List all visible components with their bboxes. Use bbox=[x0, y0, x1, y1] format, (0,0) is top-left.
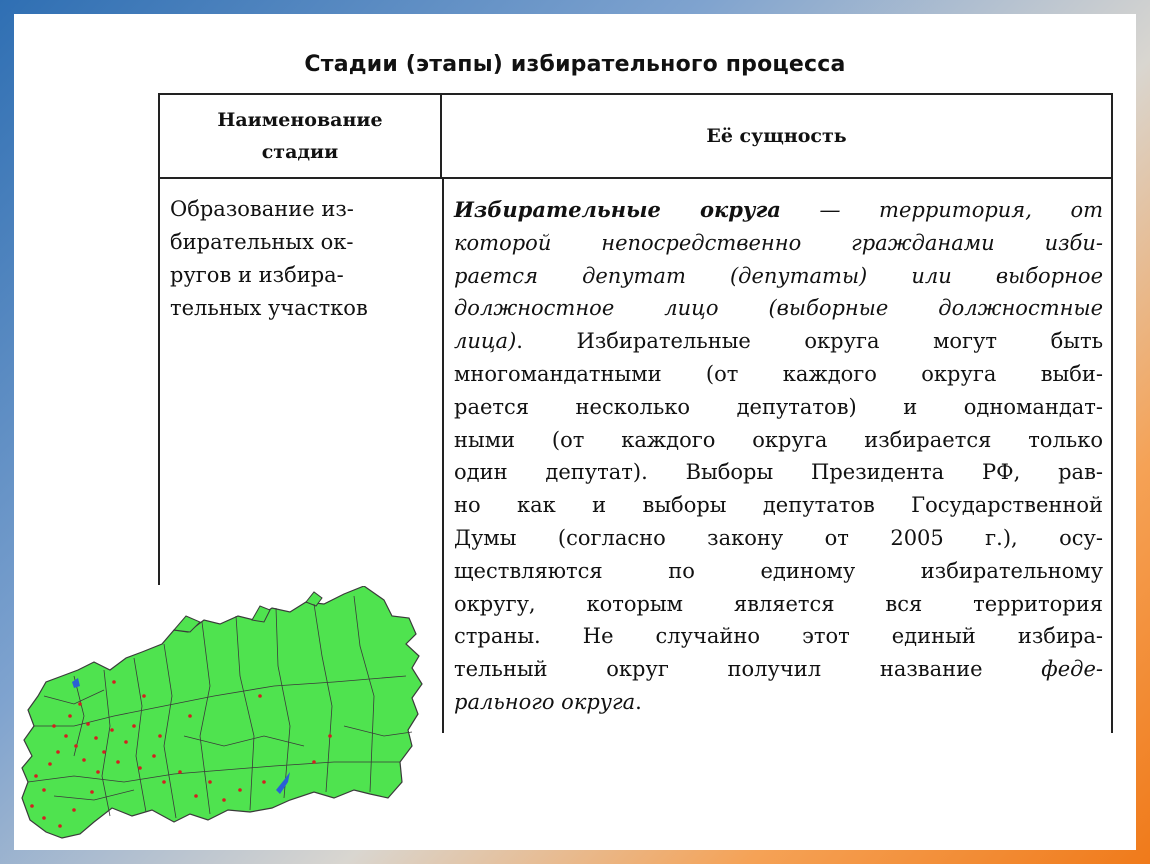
header-essence: Её сущность bbox=[442, 93, 1113, 179]
essence-line: один депутат). Выборы Президента РФ, рав- bbox=[454, 460, 1103, 485]
slide bbox=[14, 14, 1136, 850]
russia-map-illustration bbox=[14, 586, 434, 850]
essence-line: ными (от каждого округа избирается только bbox=[454, 427, 1103, 452]
header-stage-name-line1: Наименование bbox=[217, 109, 383, 131]
header-stage-name-line2: стадии bbox=[261, 141, 339, 163]
table-right-border bbox=[1111, 179, 1113, 733]
essence-line: многомандатными (от каждого округа выби- bbox=[454, 361, 1103, 386]
essence-line: рается несколько депутатов) и одномандат- bbox=[454, 394, 1103, 419]
essence-line: которой непосредственно гражданами изби- bbox=[454, 230, 1103, 255]
stage-line: ругов и избира- bbox=[170, 263, 344, 287]
essence-line: страны. Не случайно этот единый избира- bbox=[454, 624, 1103, 649]
slide-title: Стадии (этапы) избирательного процесса bbox=[304, 52, 846, 77]
stage-line: бирательных ок- bbox=[170, 230, 354, 254]
table-left-border bbox=[158, 179, 160, 585]
essence-line: округу, которым является вся территория bbox=[454, 591, 1103, 616]
essence-line: тельный округ получил название феде- bbox=[454, 657, 1103, 682]
essence-line: рального округа. bbox=[454, 689, 642, 714]
essence-line: рается депутат (депутаты) или выборное bbox=[454, 263, 1103, 288]
essence-line: Избирательные округа — территория, от bbox=[454, 197, 1104, 222]
term-federal-district: феде- bbox=[1041, 657, 1103, 682]
table-column-divider bbox=[442, 179, 444, 733]
russia-territory bbox=[22, 586, 422, 838]
essence-line: лица). Избирательные округа могут быть bbox=[454, 329, 1103, 354]
essence-line: ществляются по единому избирательному bbox=[454, 558, 1103, 583]
header-stage-name bbox=[158, 93, 442, 179]
essence-line: Думы (согласно закону от 2005 г.), осу- bbox=[454, 525, 1103, 550]
stage-line: Образование из- bbox=[170, 197, 354, 221]
russia-map-svg bbox=[14, 586, 434, 850]
essence-line: но как и выборы депутатов Государственной bbox=[454, 493, 1103, 518]
term-electoral-districts: Избирательные округа bbox=[454, 197, 781, 222]
stage-line: тельных участков bbox=[170, 296, 368, 320]
essence-line: должностное лицо (выборные должностные bbox=[454, 296, 1103, 321]
essence-cell bbox=[454, 194, 1103, 719]
stage-name-cell bbox=[170, 193, 432, 325]
